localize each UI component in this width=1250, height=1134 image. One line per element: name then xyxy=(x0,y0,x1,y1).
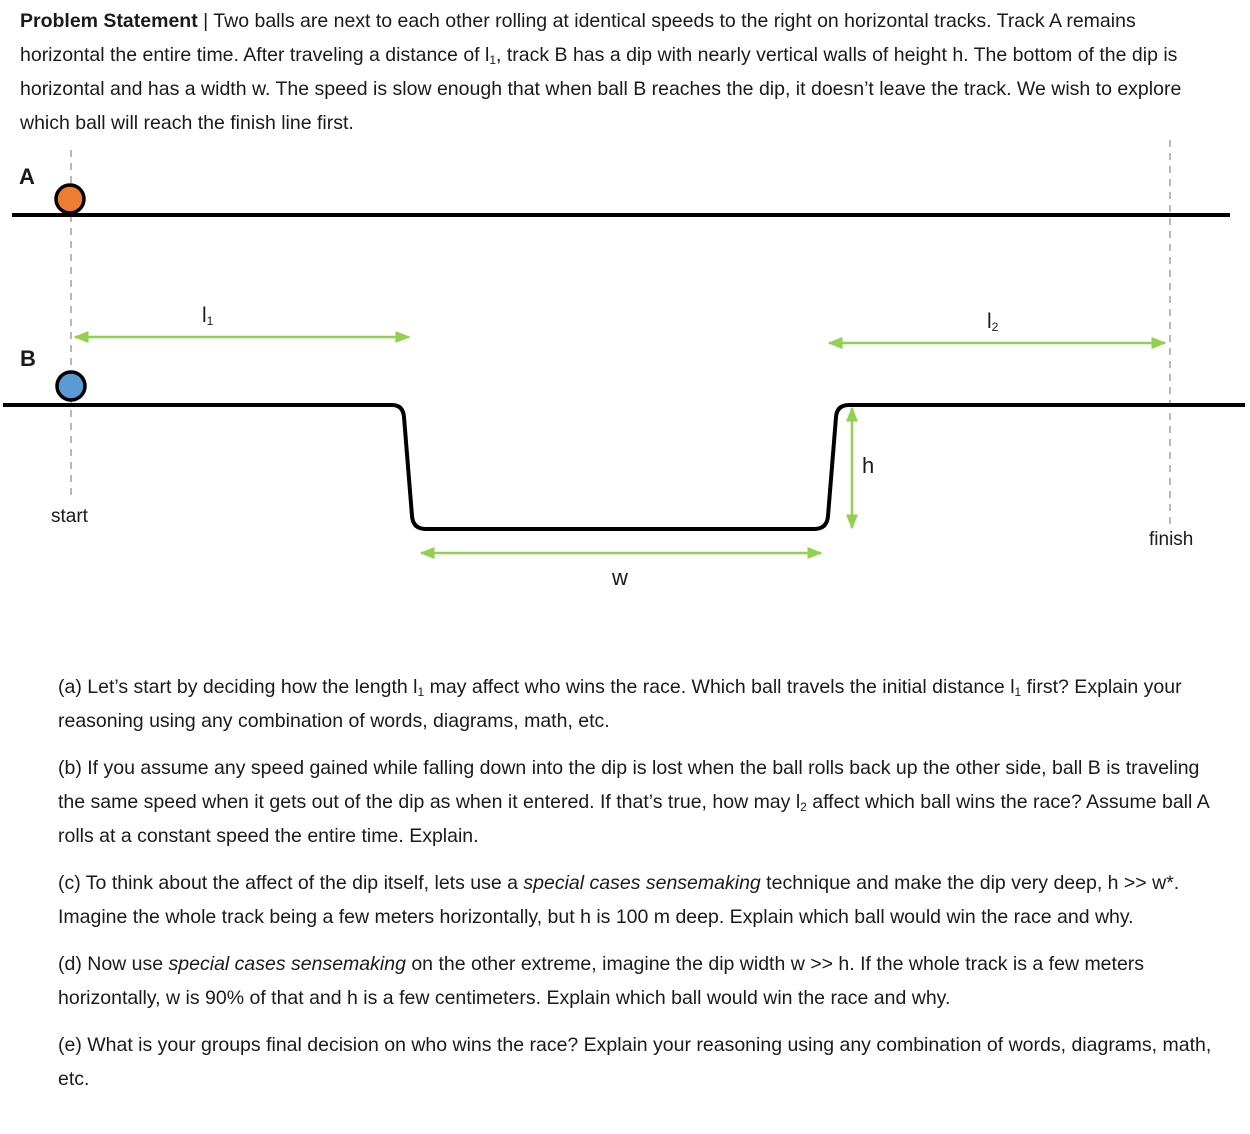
l2-label-sub: 2 xyxy=(991,320,999,334)
question-a-text-2: may affect who wins the race. Which ball travels the initial distance l xyxy=(424,676,1015,698)
question-c xyxy=(58,866,1228,934)
question-c-text-1: (c) To think about the affect of the dip itself, lets use a xyxy=(58,872,524,894)
question-a xyxy=(58,670,1228,738)
problem-statement-heading: Problem Statement xyxy=(20,10,198,32)
question-b-sub-1: 2 xyxy=(800,800,807,814)
l1-label-sub: 1 xyxy=(206,314,214,328)
intro-sub-1: 1 xyxy=(489,53,497,67)
ball-a xyxy=(56,185,84,213)
l1-label-text: l xyxy=(202,304,207,327)
h-label: h xyxy=(862,453,875,478)
question-d xyxy=(58,947,1228,1015)
start-label: start xyxy=(51,506,88,527)
heading-separator: | xyxy=(203,10,209,32)
question-list xyxy=(58,670,1228,1109)
question-b-text-1: (b) If you assume any speed gained while falling down into the dip is lost when the ball rolls back up the other side, ball B is traveling the same speed when it gets out of the dip as when it entered. If that’s true, how may l xyxy=(58,757,1200,813)
track-a-label: A xyxy=(19,164,35,189)
l1-label xyxy=(202,304,213,328)
question-d-text-1: (d) Now use xyxy=(58,953,169,975)
question-d-emphasis: special cases sensemaking xyxy=(168,953,406,975)
finish-label: finish xyxy=(1149,529,1194,550)
question-a-text-3: first? Explain your reasoning using any combination of words, diagrams, math, etc. xyxy=(58,676,1182,732)
ball-b xyxy=(57,372,85,400)
question-c-text-2: technique and make the dip very deep, h >> w*. Imagine the whole track being a few meters horizontally, but h is 100 m deep. Explain which ball would win the race and why. xyxy=(58,872,1180,928)
l2-label xyxy=(987,310,998,334)
question-e xyxy=(58,1028,1228,1096)
track-b xyxy=(3,405,1245,529)
question-b xyxy=(58,751,1228,853)
question-a-sub-1: 1 xyxy=(417,685,425,699)
track-b-label: B xyxy=(20,346,36,371)
question-b-text-2: affect which ball wins the race? Assume ball A rolls at a constant speed the entire time. Explain. xyxy=(58,791,1209,847)
question-a-sub-2: 1 xyxy=(1014,685,1022,699)
question-d-text-2: on the other extreme, imagine the dip width w >> h. If the whole track is a few meters horizontally, w is 90% of that and h is a few centimeters. Explain which ball would win the race and why. xyxy=(58,953,1145,1009)
l2-label-text: l xyxy=(987,310,992,333)
question-c-emphasis: special cases sensemaking xyxy=(523,872,761,894)
w-label: w xyxy=(612,565,628,590)
question-e-text: (e) What is your groups final decision on who wins the race? Explain your reasoning using any combination of words, diagrams, math, etc. xyxy=(58,1034,1212,1090)
intro-text-2: , track B has a dip with nearly vertical walls of height h. The bottom of the dip is horizontal and has a width w. The speed is slow enough that when ball B reaches the dip, it doesn’t leave the track. We wish to explore which ball will reach the finish line first. xyxy=(20,44,1182,134)
question-a-text-1: (a) Let’s start by deciding how the length l xyxy=(58,676,418,698)
intro-text-1: Two balls are next to each other rolling at identical speeds to the right on horizontal tracks. Track A remains horizontal the entire time. After traveling a distance of l xyxy=(20,10,1136,66)
